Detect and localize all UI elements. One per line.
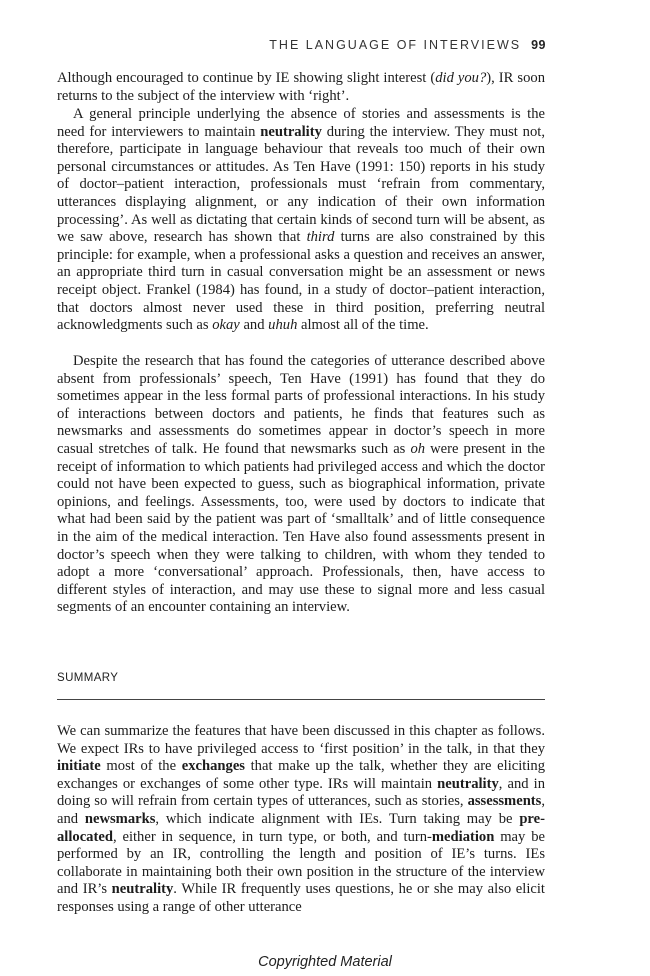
italic-run: did you? [435, 70, 487, 86]
running-header [269, 38, 546, 52]
paragraph-1 [57, 70, 545, 105]
section-heading: SUMMARY [57, 672, 119, 684]
text-run: We can summarize the features that have been discussed in this chapter as follows. We expect IRs to have privileged access to ‘first position’ in the talk, in that they [57, 723, 545, 757]
bold-term: exchanges [181, 758, 245, 775]
text-run: , which indicate alignment with IEs. Turn taking may be [155, 810, 520, 827]
bold-term: neutrality [437, 775, 499, 792]
italic-run: uhuh [268, 317, 298, 334]
text-run: . While IR frequently uses questions, he or she may also elicit responses using a range of other utterance [57, 881, 545, 915]
paragraph-3 [57, 353, 545, 617]
bold-term: initiate [57, 758, 101, 775]
summary-paragraph [57, 723, 545, 917]
text-run: may be performed by an IR, controlling the length and position of IE’s turns. IEs collaborate in maintaining both their own position in the structure of the interview and IR’s [57, 828, 545, 898]
text-run: almost all of the time. [297, 317, 429, 334]
page-number: 99 [531, 38, 546, 52]
text-run: ), IR soon returns to the subject of the interview with ‘right’. [57, 70, 545, 104]
italic-run: third [306, 229, 335, 246]
text-run: that make up the talk, whether they are eliciting exchanges or exchanges of some other type. IRs will maintain [57, 758, 545, 792]
text-run: most of the [100, 758, 182, 775]
text-run: during the interview. They must not, therefore, participate in language behaviour that reveals too much of their own personal circumstances or attitudes. As Ten Have (1991: 150) reports in his study of doctor–patient interaction, professionals must ‘refrain from commentary, utterances displaying alignment, or any indication of their own information processing’. As well as dictating that certain kinds of second turn will be absent, as we saw above, research has shown that [57, 123, 545, 246]
bold-term: neutrality [111, 881, 174, 898]
text-run: Despite the research that has found the categories of utterance described above absent from professionals’ speech, Ten Have (1991) has found that they do sometimes appear in the less formal parts of professional interactions. In his study of interactions between doctors and patients, he finds that features such as newsmarks and assessments do sometimes appear in doctor’s speech in more casual stretches of talk. He found that newsmarks such as [57, 353, 545, 457]
text-run: A general principle underlying the absence of stories and assessments is the need for interviewers to maintain [57, 106, 545, 140]
text-run: turns are also constrained by this principle: for example, when a professional asks a question and receives an answer, an appropriate third turn in casual conversation might be an assessment or news receipt object. Frankel (1984) has found, in a study of doctor–patient interaction, that doctors almost never used these in third position, preferring neutral acknowledgments such as [57, 229, 545, 334]
italic-run: okay [212, 317, 240, 334]
text-run: , and in doing so will refrain from certain types of utterances, such as stories, [57, 775, 545, 810]
text-run: , either in sequence, in turn type, or both, and turn- [112, 828, 432, 845]
bold-term: pre-allocated [57, 810, 545, 845]
text-run: and [239, 317, 269, 334]
text-run: , and [57, 793, 545, 827]
text-run: Although encouraged to continue by IE showing slight interest ( [57, 70, 436, 86]
copyright-watermark: Copyrighted Material [258, 954, 392, 970]
bold-term: newsmarks [84, 810, 156, 827]
italic-run: oh [410, 440, 426, 457]
section-divider [57, 699, 545, 700]
paragraph-2 [57, 106, 545, 335]
bold-term: mediation [431, 828, 495, 845]
bold-term: assessments [467, 793, 542, 810]
bold-term: neutrality [260, 123, 322, 140]
running-title: THE LANGUAGE OF INTERVIEWS [269, 38, 522, 52]
text-run: were present in the receipt of information to which patients had privileged access and which the doctor could not have been expected to guess, such as biographical information, private opinions, and feelings. Assessments, too, were used by doctors to indicate that what had been said by the patient was part of ‘smalltalk’ and of little consequence in the aim of the medical interaction. Ten Have also found assessments present in doctor’s speech when they were talking to children, with whom they tended to adopt a more ‘conversational’ approach. Professionals, then, have access to different styles of interaction, and may use these to signal more and less casual segments of an encounter containing an interview. [57, 440, 545, 616]
